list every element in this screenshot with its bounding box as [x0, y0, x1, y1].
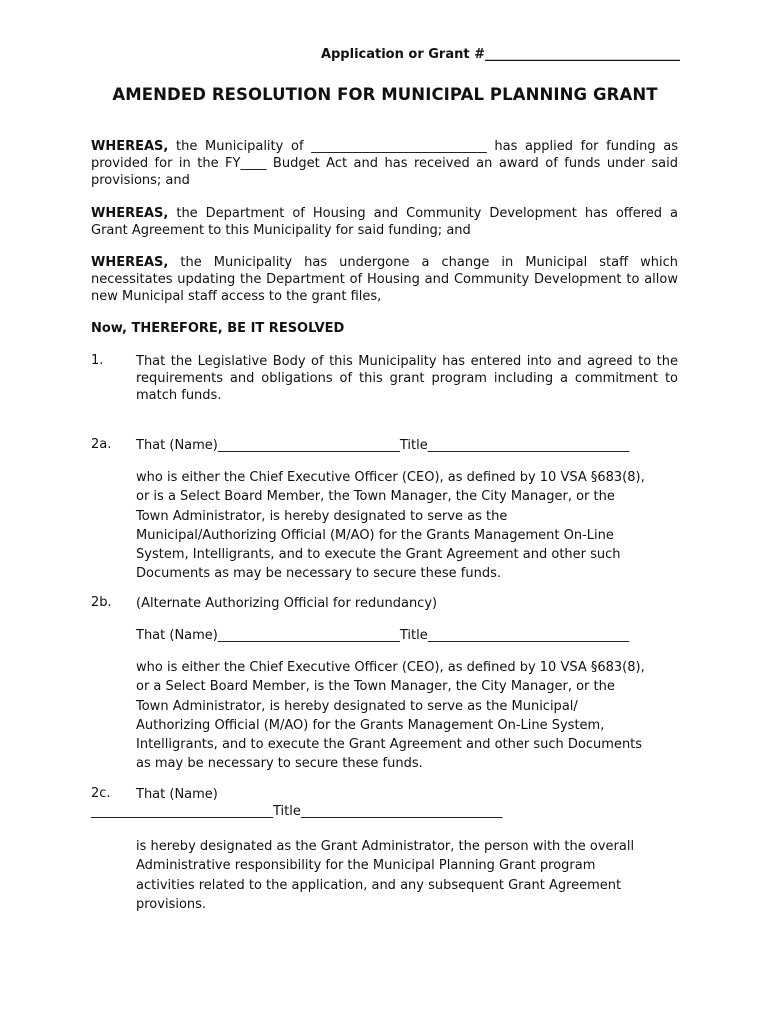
item-number-2c: 2c.: [91, 786, 111, 801]
item-body-2a: [136, 468, 681, 584]
body-line: Town Administrator, is hereby designated to serve as the: [136, 508, 508, 524]
whereas-text: the Municipality of ___________________________ has applied for funding as provided for in the FY____ Budget Act and has received an award of funds under said provisions; and: [91, 139, 678, 188]
body-line: as may be necessary to secure these funds.: [136, 756, 423, 772]
application-number-line: Application or Grant #______________________________: [320, 47, 680, 62]
name-title-line-2a: That (Name)____________________________Title_______________________________: [136, 438, 630, 453]
whereas-text: the Department of Housing and Community Development has offered a Grant Agreement to this Municipality for said funding; and: [91, 206, 678, 238]
name-title-line-2b: That (Name)____________________________Title_______________________________: [136, 628, 630, 643]
body-line: Intelligrants, and to execute the Grant Agreement and other such Documents: [136, 737, 643, 753]
name-label-2c: That (Name): [136, 787, 218, 802]
body-line: System, Intelligrants, and to execute the Grant Agreement and other such: [136, 547, 621, 563]
item-text-1: That the Legislative Body of this Municipality has entered into and agreed to the requirements and obligations of this grant program including a commitment to match funds.: [136, 354, 678, 403]
item-body-2b: [136, 658, 681, 774]
body-line: activities related to the application, and any subsequent Grant Agreement: [136, 877, 622, 893]
body-line: is hereby designated as the Grant Administrator, the person with the overall: [136, 839, 635, 854]
name-title-line-2c: ____________________________Title_______________________________: [91, 804, 503, 819]
item-number-2b: 2b.: [91, 595, 112, 610]
item-body-2c: [136, 837, 681, 914]
body-line: provisions.: [136, 896, 207, 912]
body-line: Authorizing Official (M/AO) for the Grants Management On-Line System,: [136, 717, 605, 733]
whereas-paragraph-3: [91, 254, 678, 305]
resolved-heading: Now, THEREFORE, BE IT RESOLVED: [91, 321, 345, 336]
document-title: AMENDED RESOLUTION FOR MUNICIPAL PLANNING GRANT: [112, 85, 658, 104]
body-line: who is either the Chief Executive Officer (CEO), as defined by 10 VSA §683(8),: [136, 470, 645, 485]
body-line: Municipal/Authorizing Official (M/AO) for the Grants Management On-Line: [136, 527, 614, 543]
whereas-keyword: WHEREAS,: [91, 206, 169, 221]
whereas-text: the Municipality has undergone a change in Municipal staff which necessitates updating the Department of Housing and Community Development to allow new Municipal staff access to the grant files,: [91, 255, 678, 304]
whereas-keyword: WHEREAS,: [91, 255, 169, 270]
item-subtitle-2b: (Alternate Authorizing Official for redundancy): [136, 596, 438, 611]
whereas-keyword: WHEREAS,: [91, 139, 169, 154]
body-line: Administrative responsibility for the Municipal Planning Grant program: [136, 858, 596, 874]
body-line: who is either the Chief Executive Officer (CEO), as defined by 10 VSA §683(8),: [136, 660, 645, 675]
body-line: Town Administrator, is hereby designated to serve as the Municipal/: [136, 698, 578, 714]
body-line: or is a Select Board Member, the Town Manager, the City Manager, or the: [136, 489, 615, 505]
body-line: Documents as may be necessary to secure these funds.: [136, 566, 502, 582]
body-line: or a Select Board Member, is the Town Manager, the City Manager, or the: [136, 679, 615, 695]
whereas-paragraph-2: [91, 205, 678, 239]
item-number-2a: 2a.: [91, 437, 112, 452]
item-number-1: 1.: [91, 353, 104, 368]
whereas-paragraph-1: [91, 138, 678, 189]
